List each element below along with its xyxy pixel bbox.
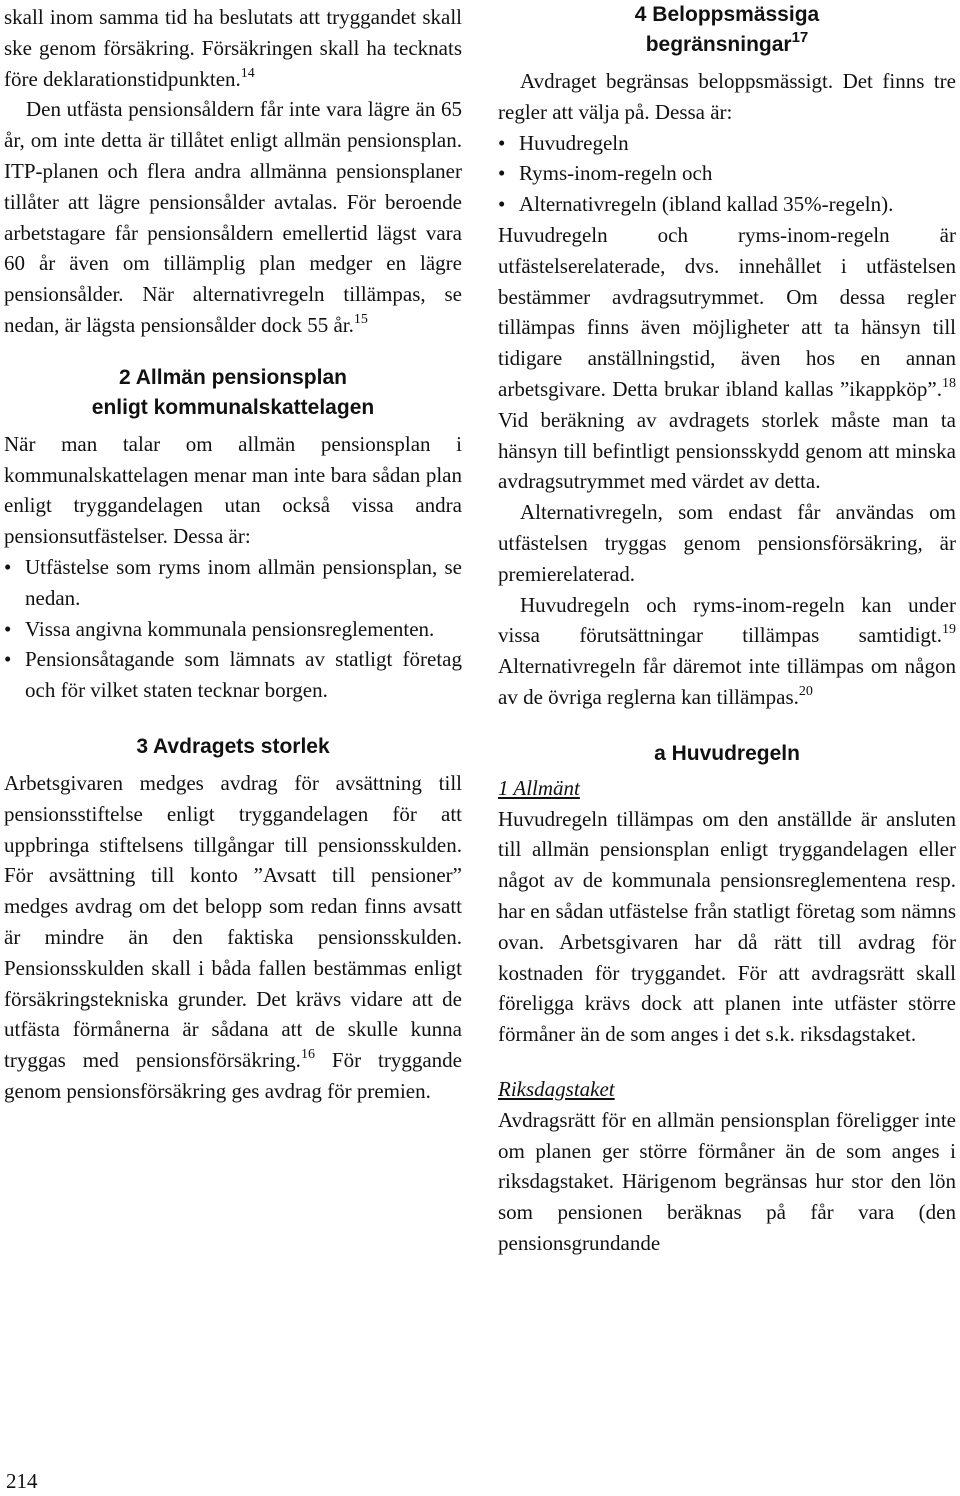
bullet-list-pensionsutfastelser (4, 552, 462, 706)
footnote-ref-15: 15 (353, 311, 368, 327)
section-heading-4-line2: begränsningar$^{17}$ (645, 29, 809, 56)
paragraph-samtidig-tillampning: Huvudregeln och ryms-inom-regeln kan under vissa förutsättningar tillämpas samtidigt.$^{19}$ Alternativregeln får däremot inte tillämpas om någon av de övriga reglerna kan tillämpas.$^{20}$ (498, 592, 956, 709)
subheading-riksdagstaket: Riksdagstaket (498, 1076, 615, 1101)
list-item: • Utfästelse som ryms inom allmän pensionsplan, se nedan. (4, 552, 462, 614)
footnote-ref-19: 19 (942, 622, 956, 638)
list-item: • Vissa angivna kommunala pensionsreglementen. (4, 614, 462, 645)
subheading-allmant: 1 Allmänt (498, 775, 580, 800)
paragraph-tryggande-forsakring: skall inom samma tid ha beslutats att tryggandet skall ske genom försäkring. Försäkringen skall ha tecknats före deklarationstidpunkten.$^{14}$ (4, 5, 462, 91)
bullet-icon: • (4, 616, 12, 641)
footnote-ref-18: 18 (942, 375, 956, 391)
footnote-ref-17: 17 (791, 29, 809, 46)
page-number: 214 (6, 1469, 38, 1493)
section-heading-3: 3 Avdragets storlek (136, 734, 330, 758)
paragraph-pensionsalder: Den utfästa pensionsåldern får inte vara lägre än 65 år, om inte detta är tillåtet enligt allmän pensionsplan. ITP-planen och flera andra allmänna pensionsplaner tillåter att lägre pensionsålder avtalas. För beroende arbetstagare får pensionsåldern emellertid lägst vara 60 år även om tillämplig plan medger en lägre pensionsålder. När alternativregeln tillämpas, se nedan, är lägsta pensionsålder dock 55 år.$^{15}$ (4, 97, 462, 337)
section-heading-2-line1: 2 Allmän pensionsplan (119, 365, 347, 389)
paragraph-tre-regler: Avdraget begränsas beloppsmässigt. Det finns tre regler att välja på. Dessa är: (498, 69, 956, 124)
section-heading-a: a Huvudregeln (654, 741, 800, 765)
list-item: • Alternativregeln (ibland kallad 35%-regeln). (498, 189, 956, 220)
list-item: • Pensionsåtagande som lämnats av statligt företag och för vilket staten tecknar borgen. (4, 644, 462, 706)
paragraph-alternativregeln: Alternativregeln, som endast får användas om utfästelsen tryggas genom pensionsförsäkring, är premierelaterad. (498, 500, 956, 586)
footnote-ref-16: 16 (300, 1047, 315, 1063)
bullet-icon: • (4, 554, 12, 579)
list-item: • Huvudregeln (498, 128, 956, 159)
paragraph-riksdagstaket: Avdragsrätt för en allmän pensionsplan föreligger inte om planen ger större förmåner än de som anges i riksdagstaket. Härigenom begränsas hur stor den lön som pensionen beräknas på får vara (den pensionsgrundande (498, 1107, 956, 1255)
bullet-icon: • (498, 192, 506, 217)
bullet-icon: • (4, 647, 12, 672)
section-heading-4 (498, 0, 956, 60)
paragraph-huvudregeln: Huvudregeln tillämpas om den anställde är ansluten till allmän pensionsplan enligt tryggandelagen eller något av de kommunala pensionsreglementena resp. har en sådan utfästelse från statligt företag som nämns ovan. Arbetsgivaren har då rätt till avdrag för kostnaden för tryggandet. För att avdragsrätt skall föreligga krävs dock att planen inte utfäster större förmåner än de som anges i det s.k. riksdagstaket. (498, 806, 956, 1047)
list-item: • Ryms-inom-regeln och (498, 158, 956, 189)
bullet-icon: • (498, 161, 506, 186)
bullet-icon: • (498, 130, 506, 155)
section-heading-2 (4, 363, 462, 423)
paragraph-allman-pensionsplan: När man talar om allmän pensionsplan i kommunalskattelagen menar man inte bara sådan plan enligt tryggandelagen utan också vissa andra pensionsutfästelser. Dessa är: (4, 431, 462, 549)
right-column (498, 0, 956, 1259)
section-heading-4-line1: 4 Beloppsmässiga (634, 3, 820, 26)
section-heading-2-line2: enligt kommunalskattelagen (91, 395, 375, 419)
footnote-ref-20: 20 (798, 683, 813, 699)
paragraph-avdragets-storlek: Arbetsgivaren medges avdrag för avsättning till pensionsstiftelse enligt tryggandelagen för att uppbringa stiftelsens tillgångar till pensionsskulden. För avsättning till konto ”Avsatt till pensioner” medges avdrag om det belopp som redan finns avsatt är mindre än den faktiska pensionsskulden. Pensionsskulden skall i båda fallen bestämmas enligt försäkringstekniska grunder. Det krävs vidare att de utfästa förmånerna är sådana att de skulle kunna tryggas med pensionsförsäkring.$^{16}$ För tryggande genom pensionsförsäkring ges avdrag för premien. (4, 770, 462, 1103)
footnote-ref-14: 14 (240, 65, 255, 81)
paragraph-utfastelserelaterade: Huvudregeln och ryms-inom-regeln är utfästelserelaterade, dvs. innehållet i utfästelsen bestämmer avdragsutrymmet. Om dessa regler tillämpas finns även möjligheter att ta hänsyn till tidigare anställningstid, även hos en annan arbetsgivare. Detta brukar ibland kallas ”ikappköp”.$^{18}$ Vid beräkning av avdragets storlek måste man ta hänsyn till befintligt pensionsskydd genom att minska avdragsutrymmet med värdet av detta. (498, 222, 956, 494)
bullet-list-regler (498, 128, 956, 220)
left-column (4, 0, 462, 1107)
